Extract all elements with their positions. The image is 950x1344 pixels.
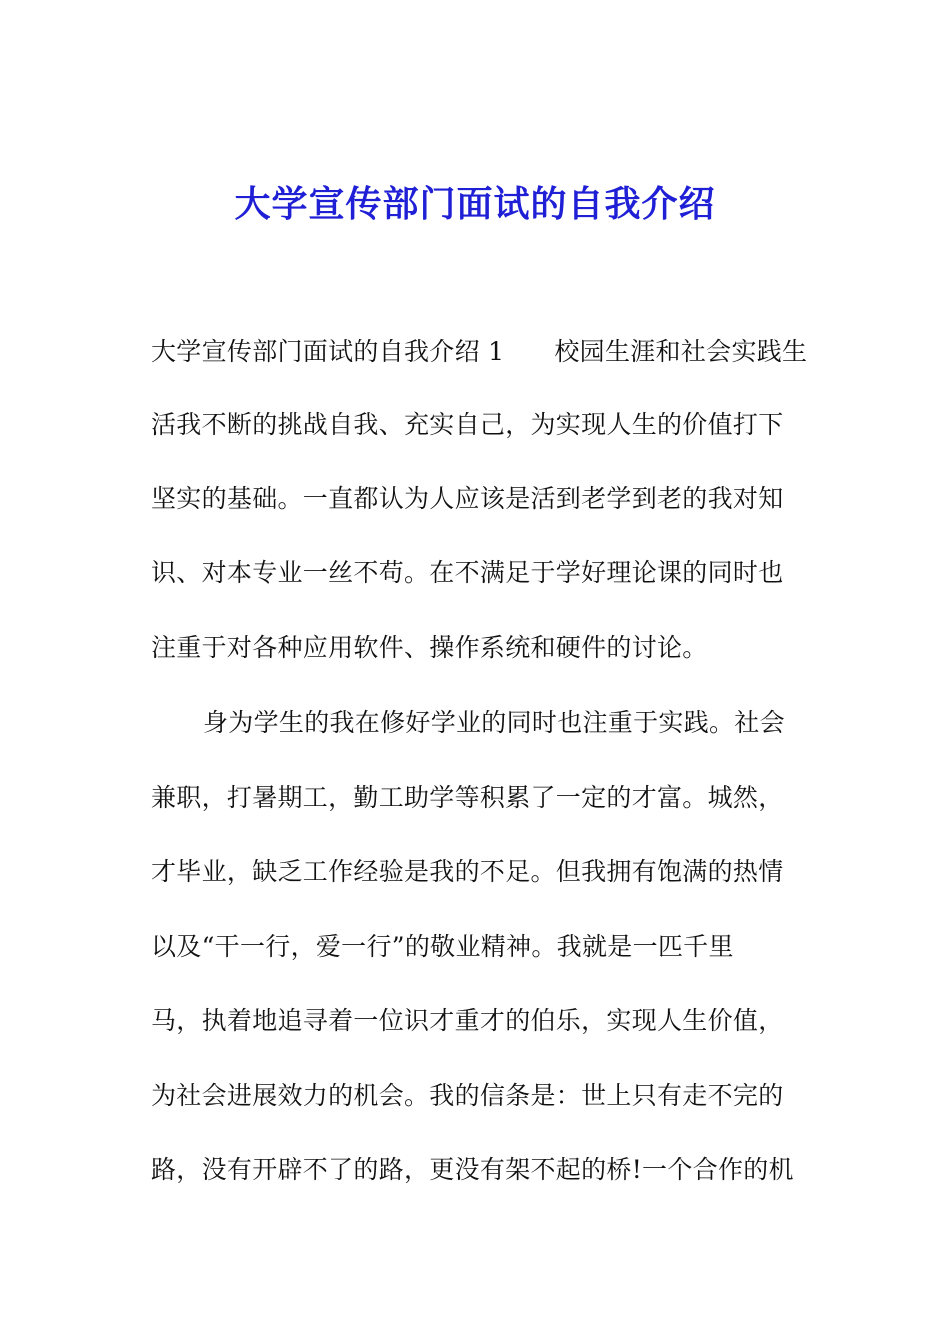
document-title: 大学宣传部门面试的自我介绍: [234, 183, 716, 225]
paragraph-1-line-3: 坚实的基础。一直都认为人应该是活到老学到老的我对知: [151, 484, 784, 513]
paragraph-1-line-5: 注重于对各种应用软件、操作系统和硬件的讨论。: [151, 633, 708, 662]
paragraph-2-line-4: 以及“干一行，爱一行”的敬业精神。我就是一匹千里: [151, 932, 734, 961]
inline-heading: 大学宣传部门面试的自我介绍 1: [151, 337, 505, 366]
paragraph-2-line-7: 路，没有开辟不了的路，更没有架不起的桥!一个合作的机: [151, 1155, 794, 1184]
paragraph-2-line-2: 兼职，打暑期工，勤工助学等积累了一定的才富。城然，: [151, 783, 784, 812]
paragraph-2-line-3: 才毕业，缺乏工作经验是我的不足。但我拥有饱满的热情: [151, 857, 784, 886]
paragraph-1-line-2: 活我不断的挑战自我、充实自己，为实现人生的价值打下: [151, 410, 784, 439]
paragraph-2-line-6: 为社会进展效力的机会。我的信条是：世上只有走不完的: [151, 1081, 784, 1110]
paragraph-1-line-1: [151, 334, 831, 370]
paragraph-1-text: 校园生涯和社会实践生: [554, 337, 808, 366]
paragraph-2-line-1: 身为学生的我在修好学业的同时也注重于实践。社会: [203, 708, 785, 737]
paragraph-2-line-5: 马，执着地追寻着一位识才重才的伯乐，实现人生价值，: [151, 1006, 784, 1035]
paragraph-1-line-4: 识、对本专业一丝不苟。在不满足于学好理论课的同时也: [151, 558, 784, 587]
